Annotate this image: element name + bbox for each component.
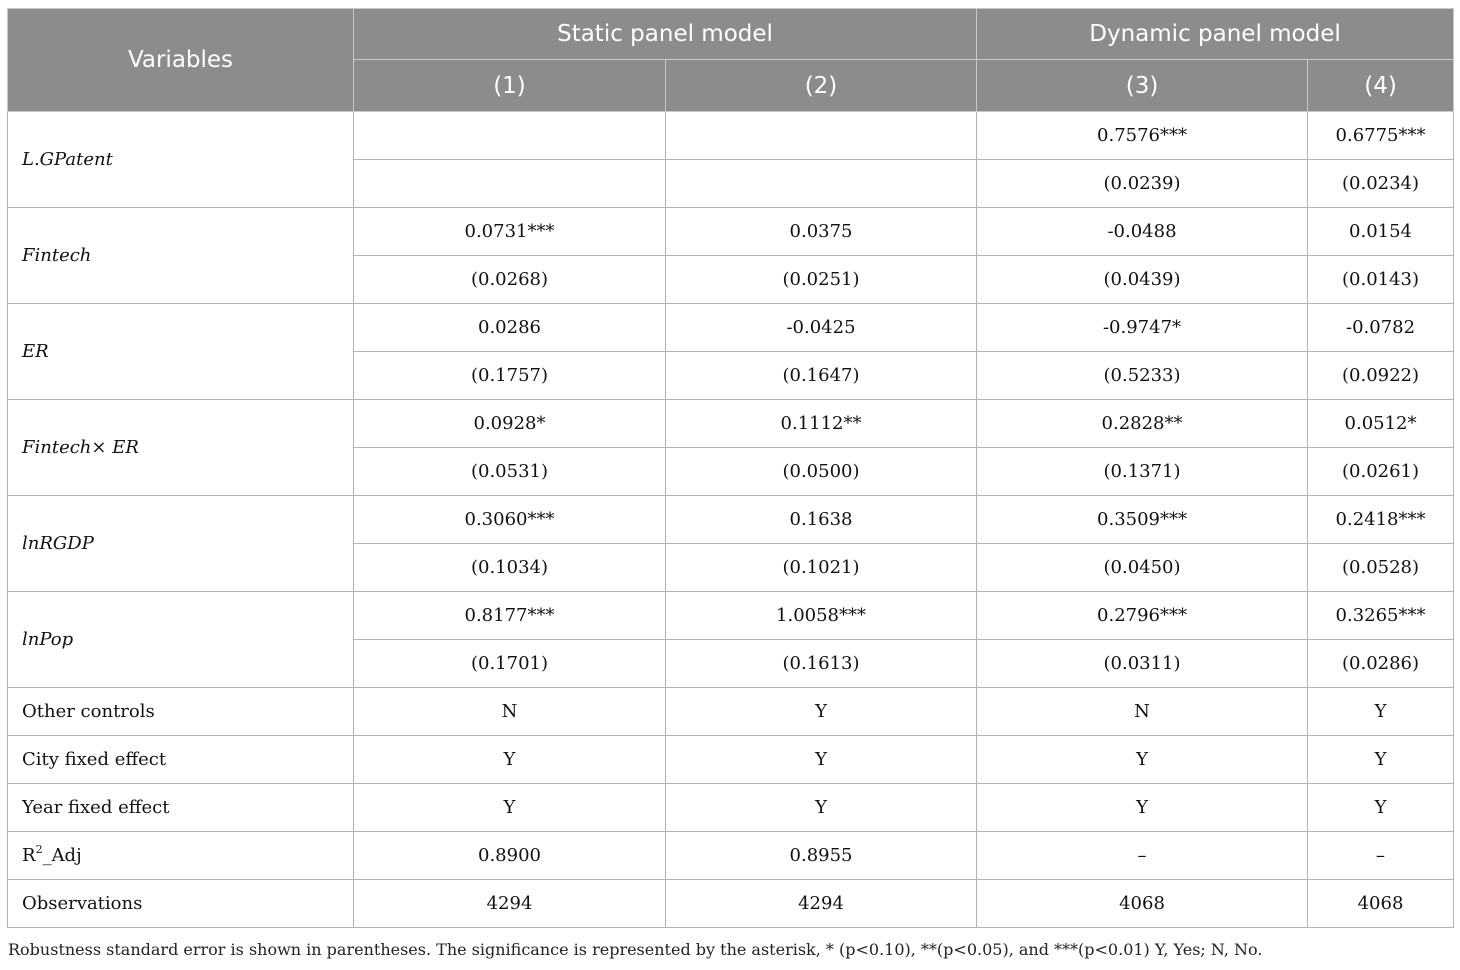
table-row [8,784,1454,832]
row-label-er: ER [8,304,354,400]
table-row [8,208,1454,256]
se-cell: (0.5233) [977,352,1308,400]
value-cell: Y [1308,688,1454,736]
coef-cell: 0.0375 [666,208,977,256]
value-cell: Y [1308,784,1454,832]
se-cell: (0.1701) [354,640,666,688]
value-cell: – [977,832,1308,880]
se-cell: (0.1757) [354,352,666,400]
coef-cell: 0.0286 [354,304,666,352]
se-cell: (0.0528) [1308,544,1454,592]
table-row [8,688,1454,736]
se-cell: (0.0922) [1308,352,1454,400]
coef-cell [354,112,666,160]
coef-cell: 0.2796*** [977,592,1308,640]
header-variables: Variables [8,9,354,112]
table-row [8,112,1454,160]
value-cell: Y [666,688,977,736]
coef-cell [666,112,977,160]
se-cell [666,160,977,208]
coef-cell: 0.2418*** [1308,496,1454,544]
coef-cell: 0.1112** [666,400,977,448]
value-cell: Y [354,736,666,784]
coef-cell: 0.2828** [977,400,1308,448]
value-cell: 0.8900 [354,832,666,880]
row-label-fintech-x-er: Fintech× ER [8,400,354,496]
row-label-lnpop: lnPop [8,592,354,688]
coef-cell: -0.0488 [977,208,1308,256]
header-col-2: (2) [666,60,977,112]
se-cell: (0.0531) [354,448,666,496]
header-row-groups [8,9,1454,60]
table-row [8,592,1454,640]
coef-cell: 0.3060*** [354,496,666,544]
se-cell: (0.1371) [977,448,1308,496]
se-cell: (0.0251) [666,256,977,304]
regression-table [7,8,1454,928]
header-static-panel: Static panel model [354,9,977,60]
value-cell: 4068 [977,880,1308,928]
value-cell: 0.8955 [666,832,977,880]
value-cell: Y [666,784,977,832]
table-row [8,832,1454,880]
coef-cell: -0.9747* [977,304,1308,352]
se-cell: (0.1647) [666,352,977,400]
row-label-fintech: Fintech [8,208,354,304]
row-label-observations: Observations [8,880,354,928]
se-cell: (0.0439) [977,256,1308,304]
se-cell: (0.1613) [666,640,977,688]
se-cell: (0.0286) [1308,640,1454,688]
se-cell: (0.0311) [977,640,1308,688]
table-footnote: Robustness standard error is shown in parentheses. The significance is represented by the asterisk, * (p<0.10), **(p<0.05), and ***(p<0.01) Y, Yes; N, No. [8,940,1263,959]
se-cell: (0.0239) [977,160,1308,208]
row-label-other-controls: Other controls [8,688,354,736]
r2-suffix: _Adj [42,845,82,866]
coef-cell: -0.0425 [666,304,977,352]
row-label-city-fixed-effect: City fixed effect [8,736,354,784]
value-cell: Y [977,784,1308,832]
header-col-1: (1) [354,60,666,112]
coef-cell: 0.0154 [1308,208,1454,256]
row-label-lnrgdp: lnRGDP [8,496,354,592]
r2-base: R [22,845,36,866]
row-label-r2-adj [8,832,354,880]
coef-cell: 0.6775*** [1308,112,1454,160]
se-cell: (0.0450) [977,544,1308,592]
value-cell: 4068 [1308,880,1454,928]
table-row [8,400,1454,448]
se-cell: (0.0268) [354,256,666,304]
coef-cell: 0.1638 [666,496,977,544]
se-cell: (0.0143) [1308,256,1454,304]
header-col-4: (4) [1308,60,1454,112]
value-cell: 4294 [354,880,666,928]
value-cell: Y [666,736,977,784]
r2-superscript: 2 [35,843,43,856]
coef-cell: 0.3509*** [977,496,1308,544]
se-cell: (0.0234) [1308,160,1454,208]
coef-cell: 0.0512* [1308,400,1454,448]
value-cell: – [1308,832,1454,880]
se-cell: (0.1034) [354,544,666,592]
coef-cell: 0.0731*** [354,208,666,256]
coef-cell: 0.0928* [354,400,666,448]
se-cell [354,160,666,208]
header-dynamic-panel: Dynamic panel model [977,9,1454,60]
coef-cell: 0.8177*** [354,592,666,640]
coef-cell: 0.3265*** [1308,592,1454,640]
coef-cell: -0.0782 [1308,304,1454,352]
row-label-year-fixed-effect: Year fixed effect [8,784,354,832]
coef-cell: 0.7576*** [977,112,1308,160]
table-row [8,736,1454,784]
se-cell: (0.1021) [666,544,977,592]
value-cell: 4294 [666,880,977,928]
header-col-3: (3) [977,60,1308,112]
table-row [8,496,1454,544]
value-cell: N [354,688,666,736]
coef-cell: 1.0058*** [666,592,977,640]
se-cell: (0.0261) [1308,448,1454,496]
se-cell: (0.0500) [666,448,977,496]
value-cell: N [977,688,1308,736]
value-cell: Y [1308,736,1454,784]
row-label-lgpatent: L.GPatent [8,112,354,208]
table-row [8,880,1454,928]
table-row [8,304,1454,352]
value-cell: Y [977,736,1308,784]
value-cell: Y [354,784,666,832]
